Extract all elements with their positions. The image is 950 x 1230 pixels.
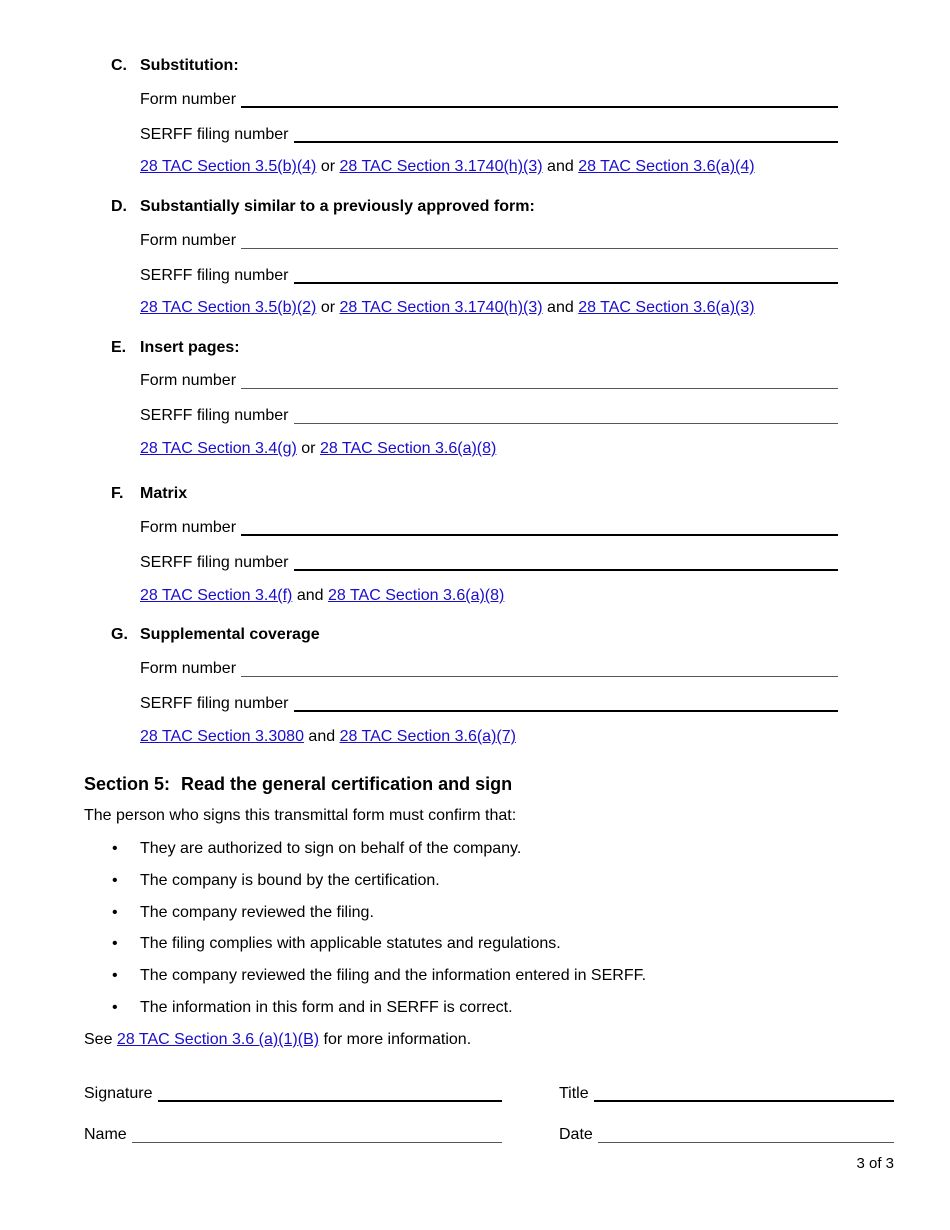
and-text: and bbox=[547, 299, 574, 316]
section-d-serff-row bbox=[140, 264, 838, 286]
form-number-label: Form number bbox=[140, 372, 237, 389]
section-g-references bbox=[140, 728, 516, 746]
section-c-form-number-row bbox=[140, 88, 838, 110]
title-field[interactable] bbox=[594, 1100, 894, 1102]
name-label: Name bbox=[84, 1126, 127, 1143]
section-g-form-number-row bbox=[140, 657, 838, 679]
section-c-ref-3-link[interactable]: 28 TAC Section 3.6(a)(4) bbox=[578, 158, 755, 175]
or-text: or bbox=[320, 299, 336, 316]
section-d-title: Substantially similar to a previously approved form: bbox=[140, 198, 535, 215]
form-number-label: Form number bbox=[140, 232, 237, 249]
form-number-label: Form number bbox=[140, 660, 237, 677]
section-d-form-number-row bbox=[140, 229, 838, 251]
section-f-ref-1-link[interactable]: 28 TAC Section 3.4(f) bbox=[140, 587, 293, 604]
page-number: 3 of 3 bbox=[856, 1155, 894, 1172]
section-f-form-number-field[interactable] bbox=[241, 534, 838, 536]
section-e-serff-field[interactable] bbox=[294, 423, 839, 424]
section-d-ref-3-link[interactable]: 28 TAC Section 3.6(a)(3) bbox=[578, 299, 755, 316]
certification-bullet-text: The company reviewed the filing. bbox=[140, 904, 374, 921]
see-suffix: for more information. bbox=[323, 1031, 472, 1048]
section-e-ref-2-link[interactable]: 28 TAC Section 3.6(a)(8) bbox=[319, 440, 497, 457]
section-f-form-number-row bbox=[140, 516, 838, 538]
signature-label: Signature bbox=[84, 1085, 153, 1102]
section-c-ref-1-link[interactable]: 28 TAC Section 3.5(b)(4) bbox=[140, 158, 317, 175]
section-g-form-number-field[interactable] bbox=[241, 676, 838, 677]
and-text: and bbox=[308, 728, 336, 745]
serff-number-label: SERFF filing number bbox=[140, 554, 289, 571]
section-d-references bbox=[140, 299, 755, 317]
section-f-references bbox=[140, 587, 504, 605]
serff-number-label: SERFF filing number bbox=[140, 126, 289, 143]
signature-row bbox=[84, 1082, 502, 1104]
bullet-icon: • bbox=[112, 967, 118, 984]
see-prefix: See bbox=[84, 1031, 113, 1048]
and-text: and bbox=[296, 587, 324, 604]
section-5-intro: The person who signs this transmittal form must confirm that: bbox=[84, 807, 517, 824]
section-5-heading-text: Read the general certification and sign bbox=[181, 774, 513, 794]
section-g-serff-row bbox=[140, 692, 838, 714]
section-c-title: Substitution: bbox=[140, 57, 239, 74]
section-e-references bbox=[140, 440, 496, 458]
bullet-icon: • bbox=[112, 935, 118, 952]
section-f-serff-row bbox=[140, 551, 838, 573]
section-5-heading-number: Section 5: bbox=[84, 774, 171, 794]
section-d-serff-field[interactable] bbox=[294, 282, 839, 284]
bullet-icon: • bbox=[112, 840, 118, 857]
section-e-form-number-row bbox=[140, 369, 838, 391]
section-g-title: Supplemental coverage bbox=[140, 626, 320, 643]
section-g-ref-2-link[interactable]: 28 TAC Section 3.6(a)(7) bbox=[339, 728, 516, 745]
bullet-icon: • bbox=[112, 999, 118, 1016]
serff-number-label: SERFF filing number bbox=[140, 407, 289, 424]
certification-bullet-text: They are authorized to sign on behalf of the company. bbox=[140, 840, 522, 857]
certification-bullet bbox=[112, 840, 522, 858]
section-g-ref-1-link[interactable]: 28 TAC Section 3.3080 bbox=[140, 728, 304, 745]
section-e-title: Insert pages: bbox=[140, 339, 240, 356]
section-e-ref-1-link[interactable]: 28 TAC Section 3.4(g) bbox=[140, 440, 297, 457]
title-row bbox=[559, 1082, 894, 1104]
form-number-label: Form number bbox=[140, 519, 237, 536]
section-e-letter: E. bbox=[111, 339, 127, 356]
and-text: and bbox=[547, 158, 574, 175]
section-e-form-number-field[interactable] bbox=[241, 388, 838, 389]
section-g-serff-field[interactable] bbox=[294, 710, 839, 712]
title-label: Title bbox=[559, 1085, 589, 1102]
certification-bullet bbox=[112, 904, 374, 922]
section-d-letter: D. bbox=[111, 198, 127, 215]
certification-bullet bbox=[112, 967, 647, 985]
name-row bbox=[84, 1123, 502, 1145]
section-c-form-number-field[interactable] bbox=[241, 106, 838, 108]
or-text: or bbox=[301, 440, 316, 457]
certification-bullet-text: The filing complies with applicable statutes and regulations. bbox=[140, 935, 561, 952]
section-f-serff-field[interactable] bbox=[294, 569, 839, 571]
section-c-serff-field[interactable] bbox=[294, 141, 839, 143]
see-reference-link[interactable]: 28 TAC Section 3.6 (a)(1)(B) bbox=[116, 1031, 320, 1048]
section-d-form-number-field[interactable] bbox=[241, 248, 838, 249]
certification-bullet bbox=[112, 872, 440, 890]
form-number-label: Form number bbox=[140, 91, 237, 108]
certification-bullet-text: The company is bound by the certification. bbox=[140, 872, 440, 889]
signature-field[interactable] bbox=[158, 1100, 503, 1102]
section-d-ref-1-link[interactable]: 28 TAC Section 3.5(b)(2) bbox=[140, 299, 317, 316]
section-g-letter: G. bbox=[111, 626, 128, 643]
or-text: or bbox=[320, 158, 336, 175]
name-field[interactable] bbox=[132, 1142, 502, 1143]
section-c-ref-2-link[interactable]: 28 TAC Section 3.1740(h)(3) bbox=[339, 158, 543, 175]
serff-number-label: SERFF filing number bbox=[140, 695, 289, 712]
date-label: Date bbox=[559, 1126, 593, 1143]
section-d-ref-2-link[interactable]: 28 TAC Section 3.1740(h)(3) bbox=[339, 299, 543, 316]
date-row bbox=[559, 1123, 894, 1145]
bullet-icon: • bbox=[112, 872, 118, 889]
see-more-info bbox=[84, 1031, 471, 1049]
section-e-serff-row bbox=[140, 404, 838, 426]
bullet-icon: • bbox=[112, 904, 118, 921]
certification-bullet bbox=[112, 935, 561, 953]
section-f-letter: F. bbox=[111, 485, 124, 502]
section-c-serff-row bbox=[140, 123, 838, 145]
section-f-ref-2-link[interactable]: 28 TAC Section 3.6(a)(8) bbox=[327, 587, 505, 604]
certification-bullet-text: The information in this form and in SERFF is correct. bbox=[140, 999, 513, 1016]
certification-bullet-text: The company reviewed the filing and the information entered in SERFF. bbox=[140, 967, 647, 984]
section-c-references bbox=[140, 158, 755, 176]
section-c-letter: C. bbox=[111, 57, 127, 74]
section-f-title: Matrix bbox=[140, 485, 188, 502]
serff-number-label: SERFF filing number bbox=[140, 267, 289, 284]
date-field[interactable] bbox=[598, 1142, 894, 1143]
certification-bullet bbox=[112, 999, 513, 1017]
